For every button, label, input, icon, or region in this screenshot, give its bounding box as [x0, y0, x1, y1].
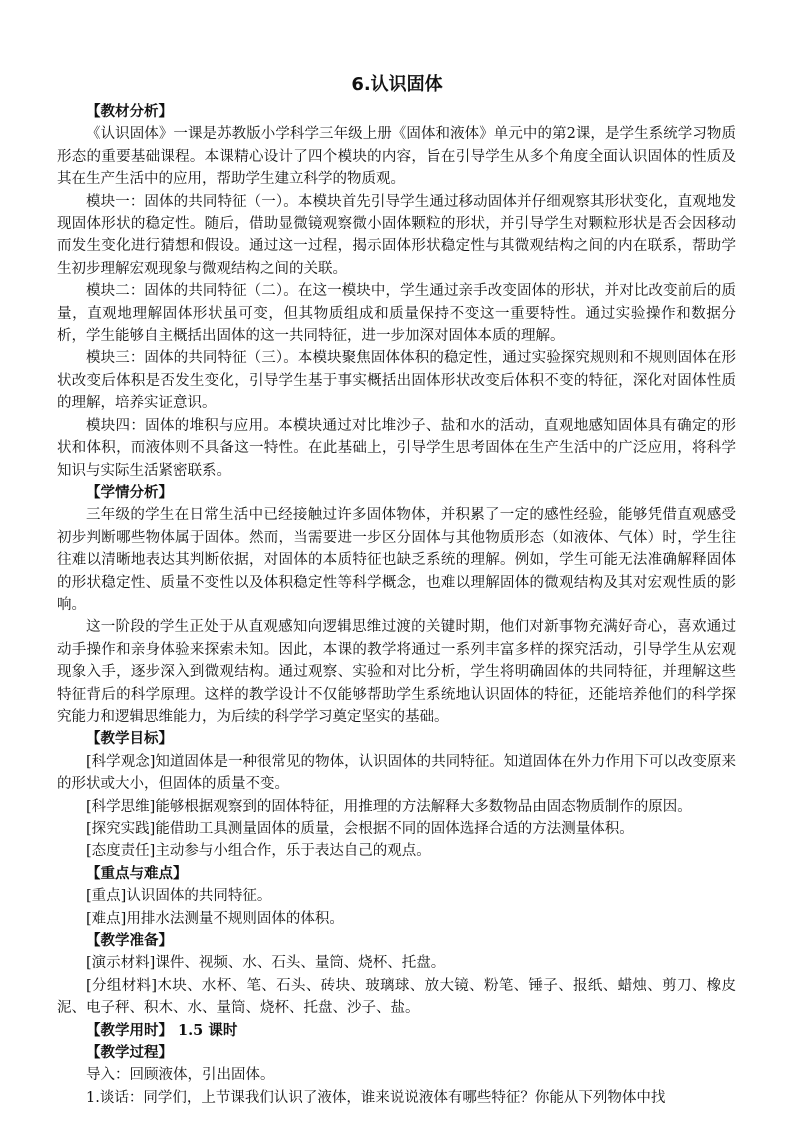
body-paragraph: 模块四：固体的堆积与应用。本模块通过对比堆沙子、盐和水的活动，直观地感知固体具有确定的形状和体积，而液体则不具备这一特性。在此基础上，引导学生思考固体在生产生活中的广泛应用，将科学知识与实际生活紧密联系。	[57, 417, 736, 479]
body-paragraph: [科学思维]能够根据观察到的固体特征，用推理的方法解释大多数物品由固态物质制作的原因。	[86, 798, 692, 815]
section-heading: 【学情分析】	[86, 483, 173, 501]
body-paragraph: 模块二：固体的共同特征（二）。在这一模块中，学生通过亲手改变固体的形状，并对比改变前后的质量，直观地理解固体形状虽可变，但其物质组成和质量保持不变这一重要特性。通过实验操作和数据分析，学生能够自主概括出固体的这一共同特征，进一步加深对固体本质的理解。	[57, 283, 736, 345]
body-paragraph: 《认识固体》一课是苏教版小学科学三年级上册《固体和液体》单元中的第2课，是学生系统学习物质形态的重要基础课程。本课精心设计了四个模块的内容，旨在引导学生从多个角度全面认识固体的性质及其在生产生活中的应用，帮助学生建立科学的物质观。	[57, 126, 736, 188]
body-paragraph: 模块一：固体的共同特征（一）。本模块首先引导学生通过移动固体并仔细观察其形状变化，直观地发现固体形状的稳定性。随后，借助显微镜观察微小固体颗粒的形状，并引导学生对颗粒形状是否会因移动而发生变化进行猜想和假设。通过这一过程，揭示固体形状稳定性与其微观结构之间的内在联系，帮助学生初步理解宏观现象与微观结构之间的关联。	[57, 193, 736, 277]
page-title: 6.认识固体	[351, 74, 443, 95]
document-body	[57, 101, 736, 1109]
body-paragraph: [态度责任]主动参与小组合作，乐于表达自己的观点。	[86, 843, 431, 860]
body-paragraph: [重点]认识固体的共同特征。	[86, 888, 272, 905]
body-paragraph: 这一阶段的学生正处于从直观感知向逻辑思维过渡的关键时期，他们对新事物充满好奇心，喜欢通过动手操作和亲身体验来探索未知。因此，本课的教学将通过一系列丰富多样的探究活动，引导学生从宏观现象入手，逐步深入到微观结构。通过观察、实验和对比分析，学生将明确固体的共同特征，并理解这些特征背后的科学原理。这样的教学设计不仅能够帮助学生系统地认识固体的特征，还能培养他们的科学探究能力和逻辑思维能力，为后续的科学学习奠定坚实的基础。	[57, 619, 736, 725]
body-paragraph: 1.谈话：同学们，上节课我们认识了液体，谁来说说液体有哪些特征？你能从下列物体中找	[86, 1089, 666, 1106]
body-paragraph: [科学观念]知道固体是一种很常见的物体，认识固体的共同特征。知道固体在外力作用下可以改变原来的形状或大小，但固体的质量不变。	[57, 753, 736, 793]
body-paragraph: [难点]用排水法测量不规则固体的体积。	[86, 910, 344, 927]
body-paragraph: 导入：回顾液体，引出固体。	[86, 1067, 275, 1084]
body-paragraph: [分组材料]木块、水杯、笔、石头、砖块、玻璃球、放大镜、粉笔、锤子、报纸、蜡烛、剪刀、橡皮泥、电子秤、积木、水、量筒、烧杯、托盘、沙子、盐。	[57, 977, 736, 1017]
section-heading: 【重点与难点】	[86, 864, 188, 882]
body-paragraph: [探究实践]能借助工具测量固体的质量，会根据不同的固体选择合适的方法测量体积。	[86, 821, 634, 837]
section-heading: 【教学目标】	[86, 730, 173, 748]
section-heading: 【教材分析】	[86, 103, 173, 120]
section-heading: 【教学过程】	[86, 1044, 173, 1062]
body-paragraph: [演示材料]课件、视频、水、石头、量筒、烧杯、托盘。	[86, 955, 446, 972]
section-heading: 【教学准备】	[86, 932, 173, 950]
body-paragraph: 三年级的学生在日常生活中已经接触过许多固体物体，并积累了一定的感性经验，能够凭借直观感受初步判断哪些物体属于固体。然而，当需要进一步区分固体与其他物质形态（如液体、气体）时，学生往往难以清晰地表达其判断依据，对固体的本质特征也缺乏系统的理解。例如，学生可能无法准确解释固体的形状稳定性、质量不变性以及体积稳定性等科学概念，也难以理解固体的微观结构及其对宏观性质的影响。	[57, 507, 736, 613]
section-heading: 【教学用时】 1.5 课时	[86, 1021, 238, 1039]
body-paragraph: 模块三：固体的共同特征（三）。本模块聚焦固体体积的稳定性，通过实验探究规则和不规则固体在形状改变后体积是否发生变化，引导学生基于事实概括出固体形状改变后体积不变的特征，深化对固体性质的理解，培养实证意识。	[57, 350, 736, 412]
